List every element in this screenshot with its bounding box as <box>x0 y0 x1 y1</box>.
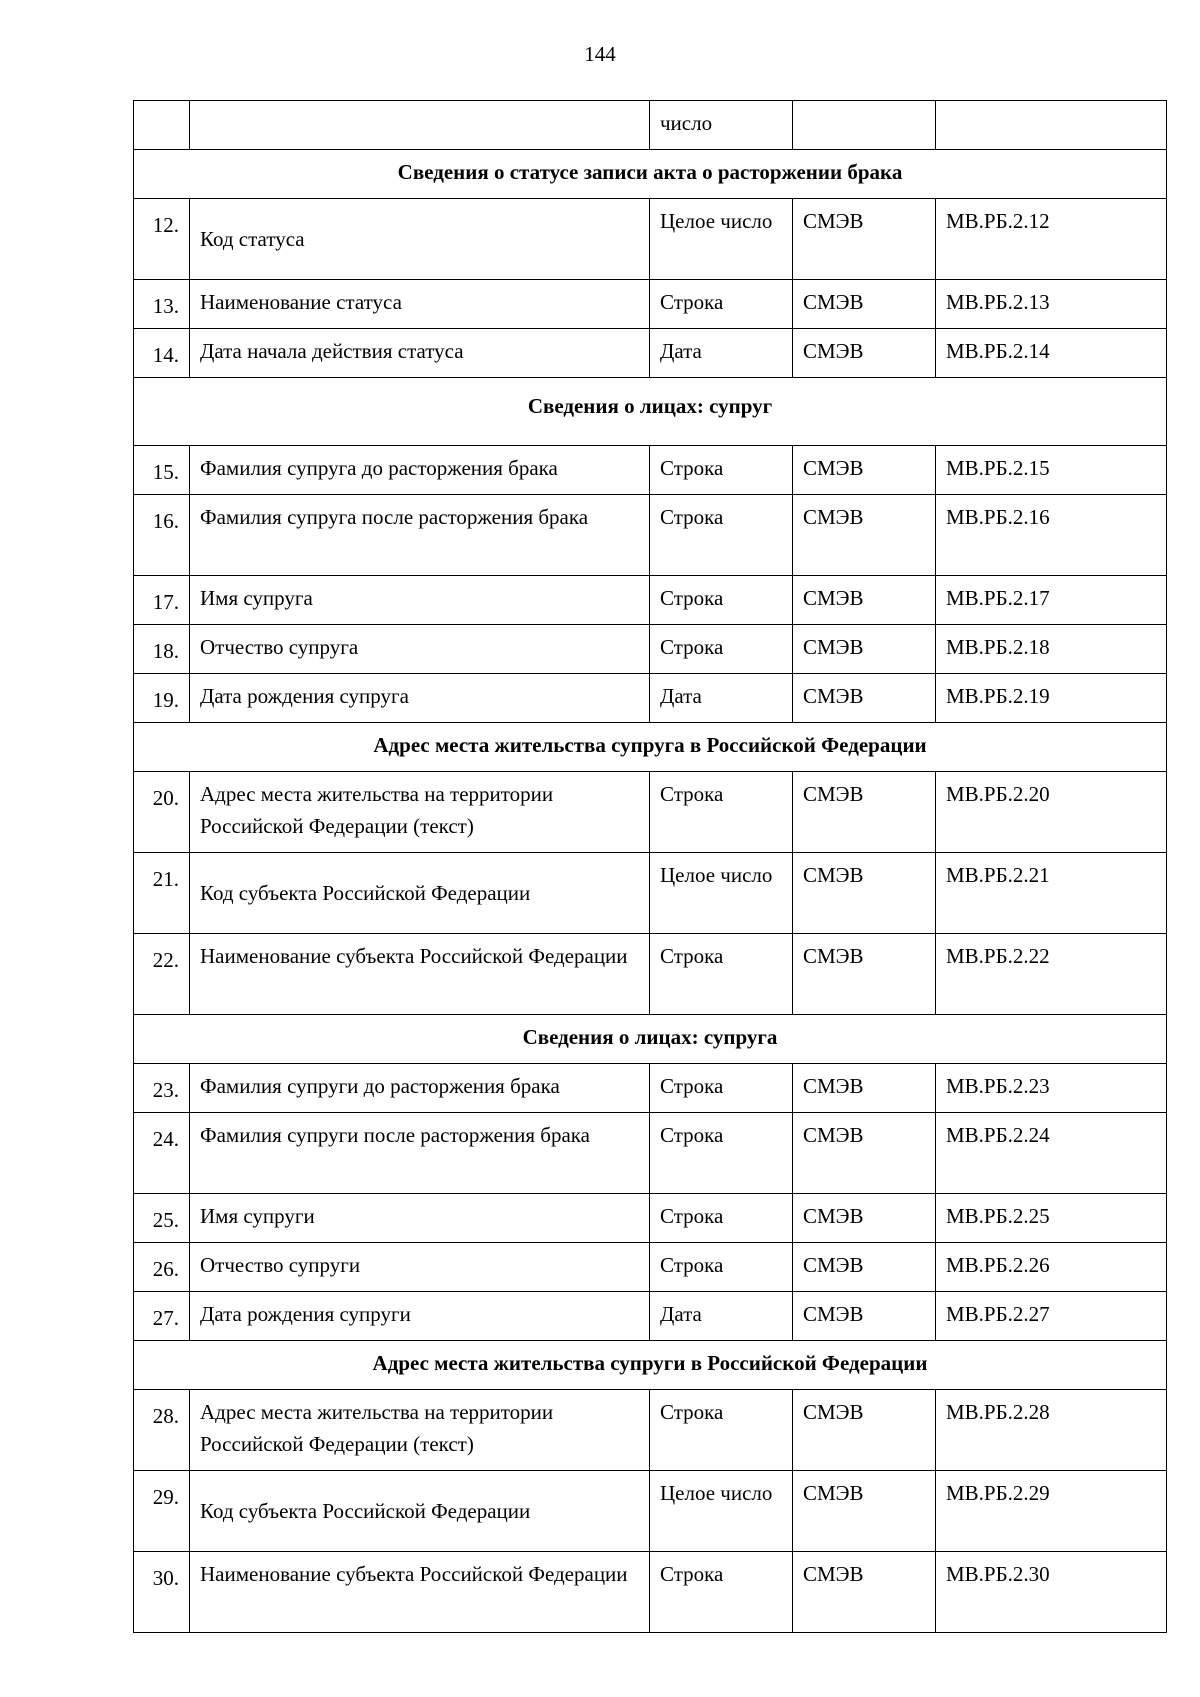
row-number: 21. <box>134 853 190 934</box>
row-number: 18. <box>134 625 190 674</box>
field-source: СМЭВ <box>793 674 936 723</box>
field-name: Адрес места жительства на территории Российской Федерации (текст) <box>190 772 650 853</box>
table-row <box>134 1390 1167 1471</box>
row-number: 12. <box>134 199 190 280</box>
row-number: 24. <box>134 1113 190 1194</box>
field-type: Строка <box>650 1194 793 1243</box>
field-type: Строка <box>650 495 793 576</box>
field-type: Дата <box>650 1292 793 1341</box>
row-number: 23. <box>134 1064 190 1113</box>
field-name: Наименование статуса <box>190 280 650 329</box>
field-name: Фамилия супруги до расторжения брака <box>190 1064 650 1113</box>
table-row <box>134 772 1167 853</box>
field-type: Строка <box>650 1390 793 1471</box>
table-row <box>134 1552 1167 1633</box>
field-code: МВ.РБ.2.26 <box>936 1243 1167 1292</box>
field-name: Отчество супруга <box>190 625 650 674</box>
field-name: Код статуса <box>190 199 650 280</box>
section-title: Адрес места жительства супруги в Российской Федерации <box>134 1341 1167 1390</box>
field-name: Код субъекта Российской Федерации <box>190 853 650 934</box>
field-name: Дата рождения супруги <box>190 1292 650 1341</box>
field-code: МВ.РБ.2.23 <box>936 1064 1167 1113</box>
field-code: МВ.РБ.2.13 <box>936 280 1167 329</box>
field-source: СМЭВ <box>793 199 936 280</box>
section-header <box>134 1015 1167 1064</box>
field-name: Адрес места жительства на территории Российской Федерации (текст) <box>190 1390 650 1471</box>
page-number: 144 <box>584 42 616 66</box>
field-source: СМЭВ <box>793 1113 936 1194</box>
field-name: Фамилия супруга после расторжения брака <box>190 495 650 576</box>
field-code: МВ.РБ.2.18 <box>936 625 1167 674</box>
field-source <box>793 101 936 150</box>
row-number <box>134 101 190 150</box>
row-number: 19. <box>134 674 190 723</box>
field-source: СМЭВ <box>793 625 936 674</box>
table-row-continuation <box>134 101 1167 150</box>
field-code: МВ.РБ.2.28 <box>936 1390 1167 1471</box>
field-code: МВ.РБ.2.24 <box>936 1113 1167 1194</box>
field-code: МВ.РБ.2.20 <box>936 772 1167 853</box>
section-header <box>134 150 1167 199</box>
table-row <box>134 1064 1167 1113</box>
row-number: 26. <box>134 1243 190 1292</box>
field-type: Строка <box>650 446 793 495</box>
section-header <box>134 723 1167 772</box>
section-title: Сведения о статусе записи акта о расторжении брака <box>134 150 1167 199</box>
field-name: Отчество супруги <box>190 1243 650 1292</box>
field-code: МВ.РБ.2.25 <box>936 1194 1167 1243</box>
field-source: СМЭВ <box>793 280 936 329</box>
field-name: Код субъекта Российской Федерации <box>190 1471 650 1552</box>
field-source: СМЭВ <box>793 853 936 934</box>
table-row <box>134 199 1167 280</box>
row-number: 27. <box>134 1292 190 1341</box>
field-type: Целое число <box>650 853 793 934</box>
row-number: 29. <box>134 1471 190 1552</box>
field-code: МВ.РБ.2.21 <box>936 853 1167 934</box>
field-type: Строка <box>650 772 793 853</box>
field-code: МВ.РБ.2.17 <box>936 576 1167 625</box>
field-code <box>936 101 1167 150</box>
table-row <box>134 1471 1167 1552</box>
field-code: МВ.РБ.2.16 <box>936 495 1167 576</box>
field-code: МВ.РБ.2.30 <box>936 1552 1167 1633</box>
field-source: СМЭВ <box>793 1552 936 1633</box>
field-type: Строка <box>650 934 793 1015</box>
field-name: Дата начала действия статуса <box>190 329 650 378</box>
field-code: МВ.РБ.2.19 <box>936 674 1167 723</box>
field-type: Строка <box>650 576 793 625</box>
field-type: Строка <box>650 1552 793 1633</box>
section-title: Сведения о лицах: супруг <box>134 378 1167 446</box>
field-source: СМЭВ <box>793 1243 936 1292</box>
table-row <box>134 576 1167 625</box>
field-code: МВ.РБ.2.29 <box>936 1471 1167 1552</box>
row-number: 15. <box>134 446 190 495</box>
table-row <box>134 934 1167 1015</box>
field-source: СМЭВ <box>793 1471 936 1552</box>
table-row <box>134 674 1167 723</box>
row-number: 14. <box>134 329 190 378</box>
field-source: СМЭВ <box>793 1292 936 1341</box>
table-row <box>134 853 1167 934</box>
field-code: МВ.РБ.2.14 <box>936 329 1167 378</box>
table-row <box>134 329 1167 378</box>
field-source: СМЭВ <box>793 495 936 576</box>
field-type: Целое число <box>650 199 793 280</box>
field-name: Наименование субъекта Российской Федерации <box>190 934 650 1015</box>
field-source: СМЭВ <box>793 329 936 378</box>
field-source: СМЭВ <box>793 1390 936 1471</box>
field-type: Строка <box>650 280 793 329</box>
row-number: 13. <box>134 280 190 329</box>
section-title: Сведения о лицах: супруга <box>134 1015 1167 1064</box>
table-row <box>134 625 1167 674</box>
field-name: Наименование субъекта Российской Федерации <box>190 1552 650 1633</box>
field-name: Имя супруги <box>190 1194 650 1243</box>
row-number: 25. <box>134 1194 190 1243</box>
field-source: СМЭВ <box>793 934 936 1015</box>
table-row <box>134 280 1167 329</box>
table-row <box>134 1194 1167 1243</box>
table-row <box>134 1113 1167 1194</box>
field-source: СМЭВ <box>793 1064 936 1113</box>
row-number: 17. <box>134 576 190 625</box>
field-type: Строка <box>650 1113 793 1194</box>
field-source: СМЭВ <box>793 772 936 853</box>
field-source: СМЭВ <box>793 446 936 495</box>
field-type: Дата <box>650 674 793 723</box>
section-header <box>134 378 1167 446</box>
section-title: Адрес места жительства супруга в Российской Федерации <box>134 723 1167 772</box>
field-type: Строка <box>650 625 793 674</box>
field-code: МВ.РБ.2.27 <box>936 1292 1167 1341</box>
field-code: МВ.РБ.2.22 <box>936 934 1167 1015</box>
field-name: Фамилия супруги после расторжения брака <box>190 1113 650 1194</box>
field-name: Фамилия супруга до расторжения брака <box>190 446 650 495</box>
field-type: Целое число <box>650 1471 793 1552</box>
row-number: 20. <box>134 772 190 853</box>
table-row <box>134 495 1167 576</box>
field-type: Строка <box>650 1243 793 1292</box>
row-number: 22. <box>134 934 190 1015</box>
field-source: СМЭВ <box>793 576 936 625</box>
field-name: Имя супруга <box>190 576 650 625</box>
field-type: Строка <box>650 1064 793 1113</box>
field-code: МВ.РБ.2.12 <box>936 199 1167 280</box>
row-number: 28. <box>134 1390 190 1471</box>
row-number: 30. <box>134 1552 190 1633</box>
field-type: число <box>650 101 793 150</box>
table-row <box>134 1243 1167 1292</box>
row-number: 16. <box>134 495 190 576</box>
table-row <box>134 446 1167 495</box>
section-header <box>134 1341 1167 1390</box>
field-name: Дата рождения супруга <box>190 674 650 723</box>
data-fields-table <box>133 100 1167 1633</box>
field-type: Дата <box>650 329 793 378</box>
table-row <box>134 1292 1167 1341</box>
field-name <box>190 101 650 150</box>
field-code: МВ.РБ.2.15 <box>936 446 1167 495</box>
field-source: СМЭВ <box>793 1194 936 1243</box>
